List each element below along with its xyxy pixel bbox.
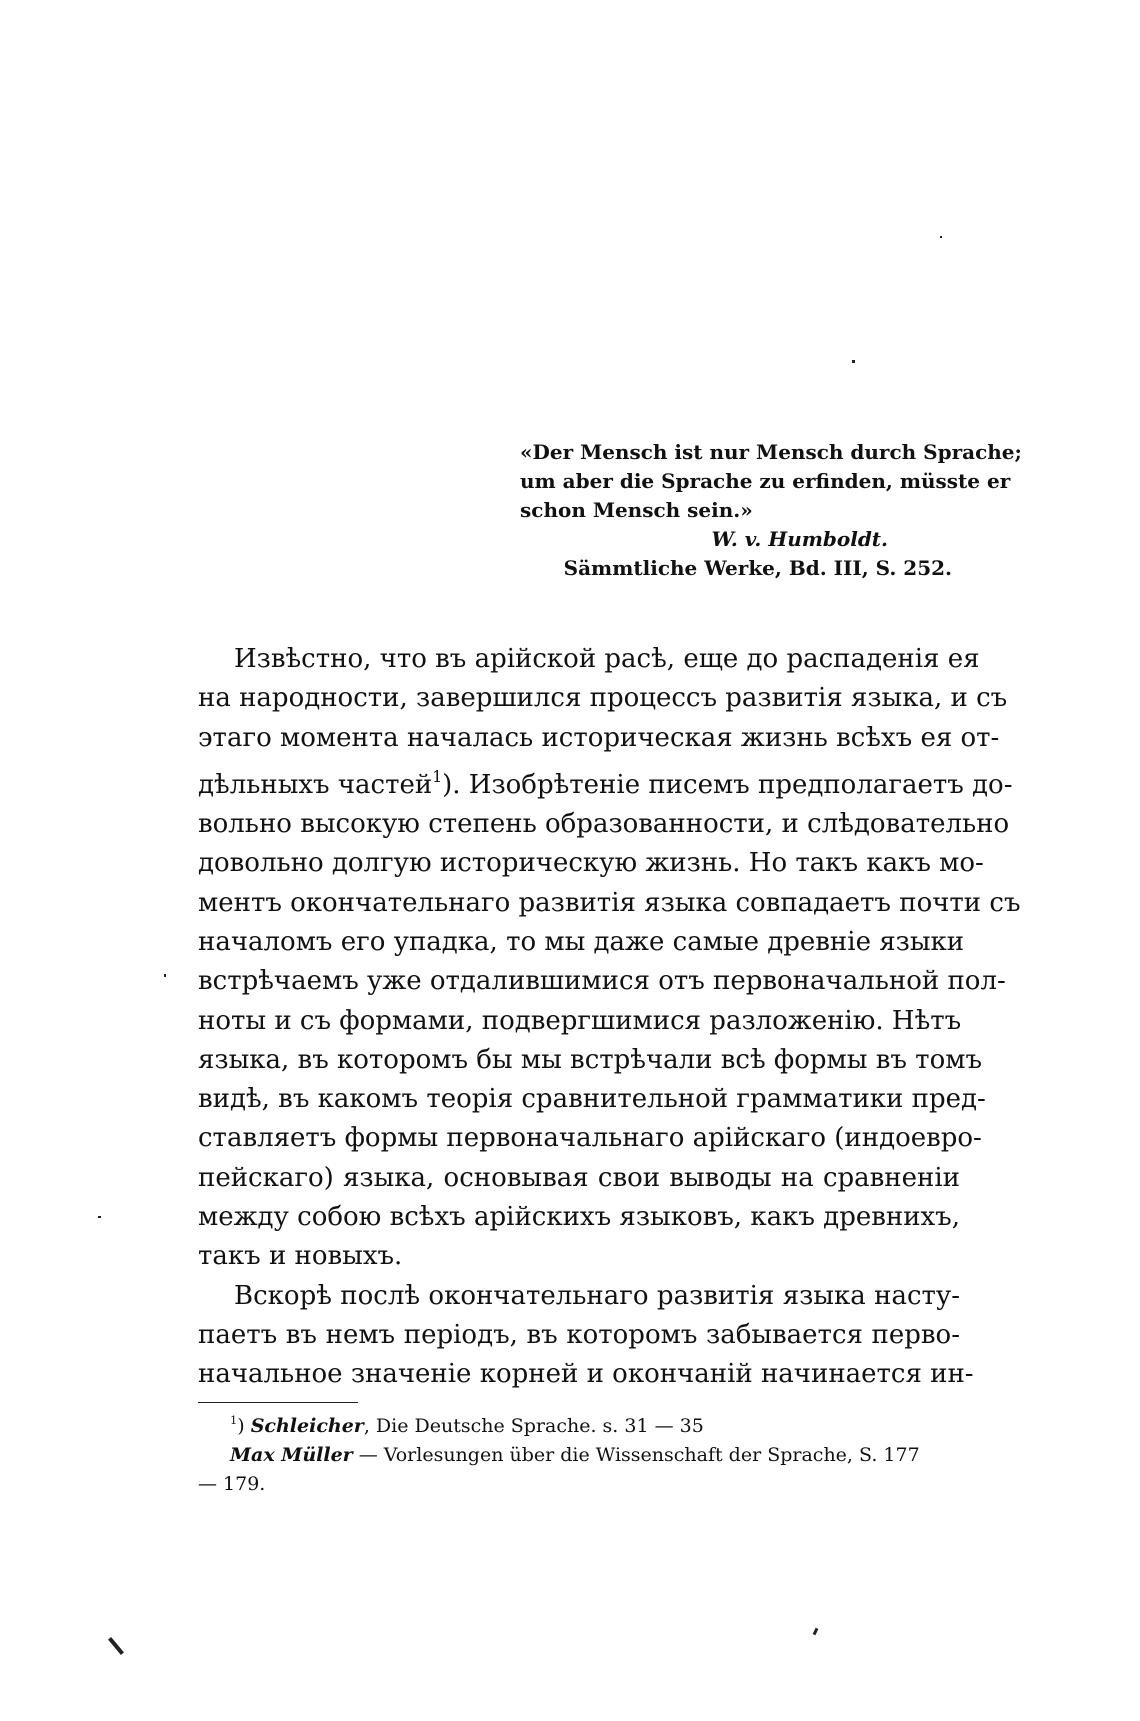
text-fragment: ). Изобрѣтеніе писемъ предполагаетъ до- [442,769,1013,800]
text-line: этаго момента началась историческая жизнь всѣхъ ея от- [198,722,1000,753]
text-line: языка, въ которомъ бы мы встрѣчали всѣ формы въ томъ [198,1044,982,1075]
text-line: вольно высокую степень образованности, и слѣдовательно [198,809,1010,840]
text-line: пейскаго) языка, основывая свои выводы на сравненіи [198,1162,960,1193]
footnote-mark: 1 [230,1413,238,1427]
text-line: ставляетъ формы первоначальнаго арійскаго (индоевро- [198,1123,982,1154]
scan-speck [940,236,942,238]
text-line: паетъ въ немъ періодъ, въ которомъ забывается перво- [198,1319,960,1350]
text-line: ментъ окончательнаго развитія языка совпадаетъ почти съ [198,887,1021,918]
text-line: встрѣчаемъ уже отдалившимися отъ первоначальной пол- [198,966,1006,997]
text-line: начальное значеніе корней и окончаній начинается ин- [198,1359,974,1390]
text-line: началомъ его упадка, то мы даже самые древніе языки [198,926,965,957]
text-line [198,758,1013,805]
text-line: Извѣстно, что въ арійской расѣ, еще до распаденія ея [234,644,980,674]
footnote-author: Schleicher [250,1414,364,1437]
epigraph [520,438,1022,583]
epigraph-line: «Der Mensch ist nur Mensch durch Sprache; [520,440,1022,464]
text-line: видѣ, въ какомъ теорія сравнительной грамматики пред- [198,1084,986,1115]
text-fragment: дѣльныхъ частей [198,769,433,800]
scan-speck [852,360,855,363]
scan-speck [164,974,166,977]
scan-speck [98,1216,101,1218]
text-line: довольно долгую историческую жизнь. Но такъ какъ мо- [198,848,984,879]
epigraph-source: Sämmtliche Werke, Bd. III, S. 252. [563,556,952,580]
footnote-text: , Die Deutsche Sprache. s. 31 — 35 [363,1414,704,1437]
scan-speck [813,1628,819,1636]
footnote-text: — Vorlesungen über die Wissenschaft der Sprache, S. 177 [352,1443,920,1466]
text-line: между собою всѣхъ арійскихъ языковъ, какъ древнихъ, [198,1202,960,1233]
epigraph-line: schon Mensch sein.» [520,498,753,522]
footnotes [198,1406,965,1499]
scan-speck [108,1637,124,1655]
main-text [198,640,1021,1395]
epigraph-line: um aber die Sprache zu erfinden, müsste er [520,469,1011,493]
footnote-ref: 1 [432,767,443,786]
text-line: Вскорѣ послѣ окончательнаго развитія языка насту- [234,1280,960,1311]
text-line: на народности, завершился процессъ развитія языка, и съ [198,683,1008,714]
footnote-author: Max Müller [230,1443,353,1466]
footnote: $^1$) Schleicher, Die Deutsche Sprache. s. 31 — 35 [230,1413,704,1437]
footnote [230,1441,965,1470]
footnote-continuation: — 179. [198,1472,266,1495]
text-line: ноты и съ формами, подвергшимися разложенію. Нѣтъ [198,1005,962,1036]
footnote-rule [198,1402,358,1403]
epigraph-author: W. v. Humboldt. [711,527,888,551]
text-line: такъ и новыхъ. [198,1241,403,1272]
